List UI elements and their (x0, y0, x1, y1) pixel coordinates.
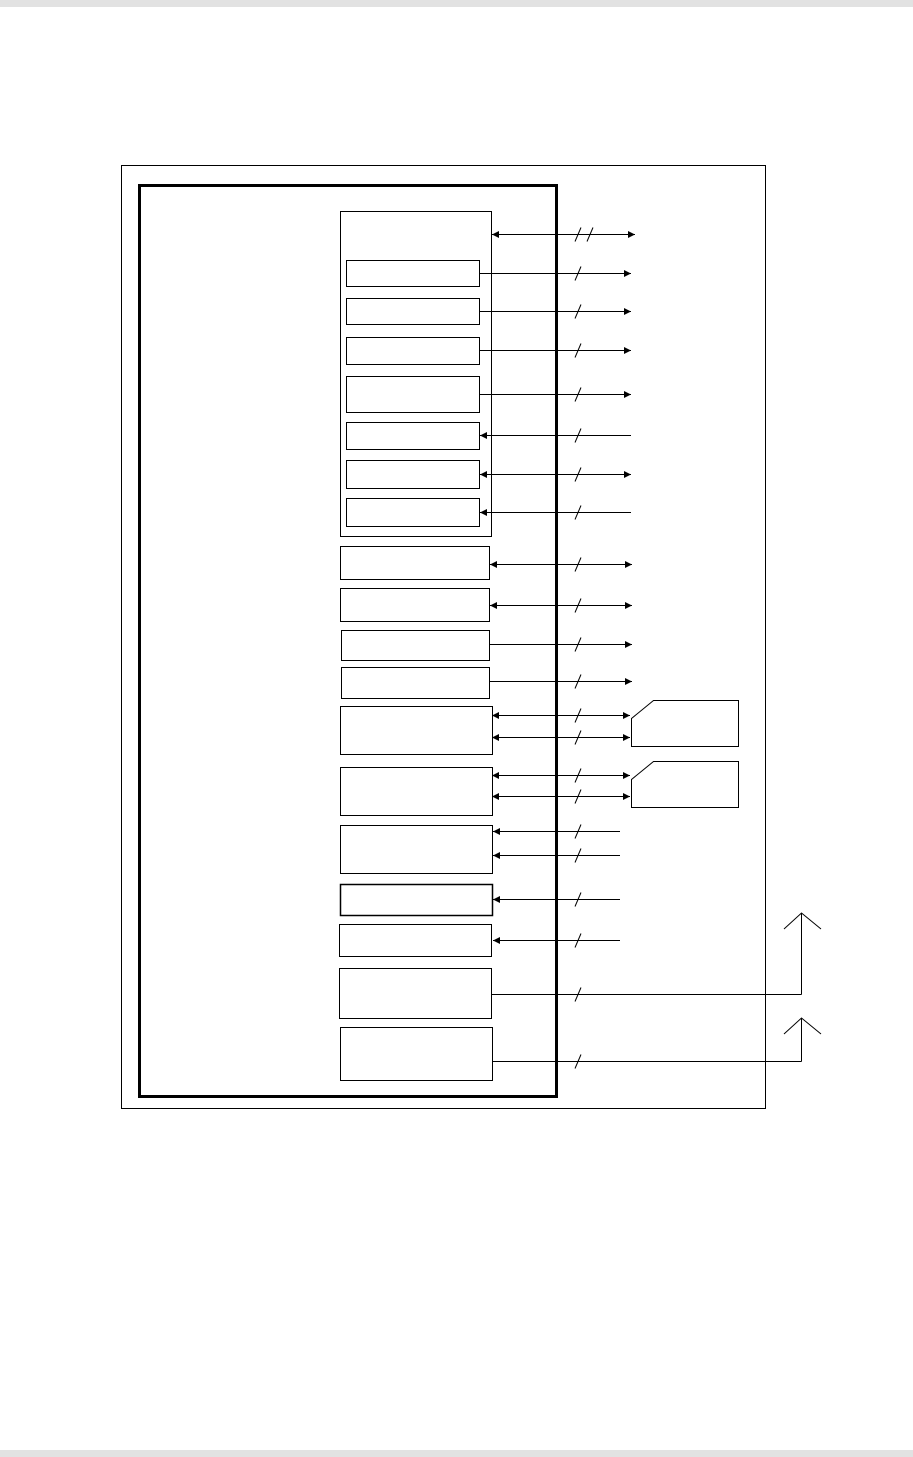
block-9 (341, 589, 490, 622)
signal-lines (480, 228, 802, 1069)
block-15 (341, 885, 493, 916)
card-socket-1 (632, 701, 739, 747)
block-17 (340, 969, 492, 1019)
controller-block-6 (347, 461, 480, 489)
block-14 (341, 826, 493, 874)
block-16 (340, 925, 492, 957)
chip-boundary (140, 186, 557, 1097)
block-12 (341, 707, 493, 755)
block-13 (341, 768, 493, 816)
antenna-icon-1 (784, 913, 821, 995)
controller-block-2 (347, 299, 480, 325)
block-10 (342, 631, 490, 661)
system-frame (122, 166, 766, 1109)
block-18 (341, 1028, 493, 1081)
antenna-icon-2 (784, 1018, 821, 1062)
block-11 (342, 668, 490, 699)
controller-block-7 (347, 499, 480, 527)
block-8 (341, 547, 490, 580)
card-socket-2 (632, 762, 739, 808)
controller-block-3 (347, 338, 480, 365)
controller-block-5 (347, 423, 480, 450)
controller-block-1 (347, 261, 480, 287)
controller-block-4 (347, 377, 480, 413)
